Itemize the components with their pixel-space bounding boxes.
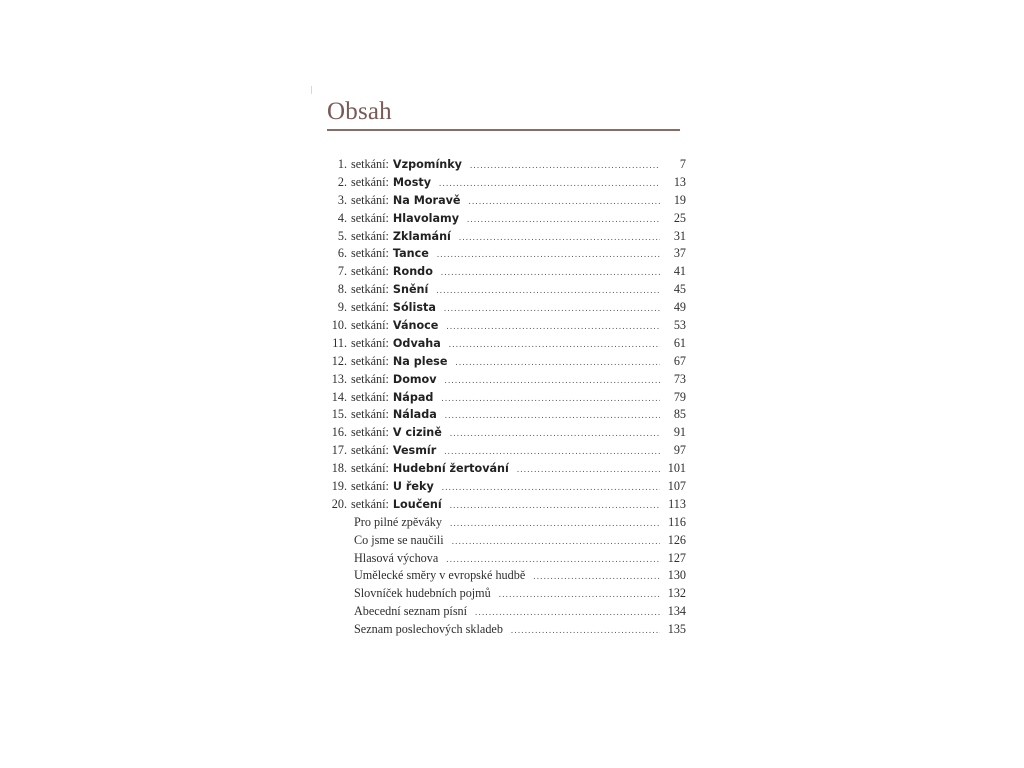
chapter-number: 16. <box>331 425 347 440</box>
toc-appendix-entry[interactable] <box>322 585 686 603</box>
toc-entry[interactable] <box>322 335 686 353</box>
chapter-name: Hlavolamy <box>392 211 459 225</box>
chapter-number: 10. <box>331 318 347 333</box>
chapter-prefix: setkání: <box>351 496 389 511</box>
page-number: 113 <box>668 496 686 511</box>
toc-entry[interactable] <box>322 192 686 210</box>
chapter-name: Nápad <box>392 390 434 404</box>
chapter-number: 8. <box>337 282 347 297</box>
chapter-name: Vzpomínky <box>392 158 462 171</box>
page-number: 134 <box>667 604 686 619</box>
page-number: 101 <box>667 461 686 476</box>
appendix-name: Slovníček hudebních pojmů <box>354 586 491 601</box>
chapter-prefix: setkání: <box>351 210 389 225</box>
toc-entry[interactable] <box>322 210 686 228</box>
title-divider <box>327 129 680 131</box>
chapter-number: 13. <box>331 371 347 386</box>
chapter-prefix: setkání: <box>351 174 389 189</box>
chapter-name: Snění <box>392 283 429 297</box>
toc-entry[interactable] <box>322 442 686 460</box>
chapter-number: 3. <box>337 192 347 207</box>
toc-entry[interactable] <box>322 299 686 317</box>
chapter-prefix: setkání: <box>351 407 389 422</box>
chapter-name: Na Moravě <box>392 193 461 207</box>
dot-leader <box>441 264 660 282</box>
chapter-prefix: setkání: <box>351 353 389 368</box>
chapter-number: 18. <box>331 461 347 476</box>
chapter-prefix: setkání: <box>351 425 389 440</box>
chapter-prefix: setkání: <box>351 443 389 458</box>
page-number: 7 <box>679 157 686 171</box>
dot-leader <box>449 336 660 354</box>
chapter-number: 1. <box>337 157 347 171</box>
dot-leader <box>475 604 660 622</box>
page-number: 19 <box>673 192 686 207</box>
page-number: 135 <box>667 622 686 637</box>
chapter-number: 15. <box>331 407 347 422</box>
dot-leader <box>441 390 660 408</box>
toc-entry[interactable] <box>322 371 686 389</box>
dot-leader <box>446 551 660 569</box>
chapter-number: 6. <box>337 246 347 261</box>
page-title: Obsah <box>327 98 392 125</box>
chapter-name: Na plese <box>392 354 448 368</box>
chapter-name: V cizině <box>392 426 442 440</box>
toc-entry[interactable] <box>322 245 686 263</box>
chapter-number: 2. <box>337 174 347 189</box>
chapter-name: Sólista <box>392 301 436 315</box>
chapter-prefix: setkání: <box>351 228 389 243</box>
page-number: 130 <box>667 568 686 583</box>
chapter-name: Odvaha <box>392 336 441 350</box>
chapter-prefix: setkání: <box>351 461 389 476</box>
page-number: 79 <box>673 389 686 404</box>
toc-entry[interactable] <box>322 174 686 192</box>
chapter-number: 12. <box>331 353 347 368</box>
toc-appendix-entry[interactable] <box>322 550 686 568</box>
chapter-number: 4. <box>337 210 347 225</box>
page-number: 132 <box>667 586 686 601</box>
dot-leader <box>450 425 660 443</box>
chapter-number: 11. <box>332 335 347 350</box>
appendix-name: Seznam poslechových skladeb <box>354 622 503 637</box>
toc-appendix-entry[interactable] <box>322 514 686 532</box>
dot-leader <box>533 568 660 586</box>
chapter-name: Hudební žertování <box>392 462 509 476</box>
toc-entry[interactable] <box>322 281 686 299</box>
toc-entry[interactable] <box>322 156 686 174</box>
page-number: 126 <box>667 532 686 547</box>
chapter-prefix: setkání: <box>351 335 389 350</box>
toc-entry[interactable] <box>322 406 686 424</box>
chapter-prefix: setkání: <box>351 157 389 171</box>
appendix-name: Pro pilné zpěváky <box>354 514 442 529</box>
dot-leader <box>444 443 660 461</box>
chapter-name: U řeky <box>392 480 434 494</box>
toc-entry[interactable] <box>322 317 686 335</box>
page-number: 41 <box>673 264 686 279</box>
chapter-number: 5. <box>337 228 347 243</box>
toc-entry[interactable] <box>322 478 686 496</box>
page-number: 127 <box>667 550 686 565</box>
toc-entry[interactable] <box>322 228 686 246</box>
chapter-name: Domov <box>392 372 437 386</box>
page-number: 45 <box>673 282 686 297</box>
dot-leader <box>470 157 660 175</box>
dot-leader <box>517 461 660 479</box>
chapter-prefix: setkání: <box>351 371 389 386</box>
appendix-name: Co jsme se naučili <box>354 532 444 547</box>
page-number: 67 <box>673 353 686 368</box>
page-number: 73 <box>673 371 686 386</box>
chapter-name: Zklamání <box>392 229 451 243</box>
chapter-number: 14. <box>331 389 347 404</box>
chapter-name: Rondo <box>392 265 433 279</box>
chapter-prefix: setkání: <box>351 300 389 315</box>
page-number: 107 <box>667 479 686 494</box>
chapter-name: Vánoce <box>392 319 439 333</box>
page-number: 116 <box>668 514 686 529</box>
chapter-prefix: setkání: <box>351 246 389 261</box>
appendix-name: Abecední seznam písní <box>354 604 468 619</box>
table-of-contents <box>322 156 686 639</box>
dot-leader <box>436 282 660 300</box>
page-number: 53 <box>673 318 686 333</box>
dot-leader <box>445 372 660 390</box>
page-number: 31 <box>673 228 686 243</box>
chapter-prefix: setkání: <box>351 479 389 494</box>
toc-entry[interactable] <box>322 353 686 371</box>
dot-leader <box>467 211 660 229</box>
chapter-name: Nálada <box>392 408 437 422</box>
chapter-name: Mosty <box>392 175 432 189</box>
dot-leader <box>445 407 660 425</box>
chapter-name: Tance <box>392 247 429 261</box>
dot-leader <box>442 479 660 497</box>
chapter-number: 20. <box>331 496 347 511</box>
scan-mark <box>311 86 312 94</box>
page-number: 13 <box>673 174 686 189</box>
page-number: 91 <box>673 425 686 440</box>
chapter-name: Loučení <box>392 497 442 511</box>
dot-leader <box>452 533 660 551</box>
page-number: 97 <box>673 443 686 458</box>
dot-leader <box>446 318 660 336</box>
dot-leader <box>437 246 660 264</box>
dot-leader <box>450 515 660 533</box>
dot-leader <box>455 354 660 372</box>
page-number: 37 <box>673 246 686 261</box>
page-number: 85 <box>673 407 686 422</box>
toc-entry[interactable] <box>322 424 686 442</box>
chapter-prefix: setkání: <box>351 282 389 297</box>
toc-entry[interactable] <box>322 389 686 407</box>
dot-leader <box>444 300 660 318</box>
page-number: 61 <box>673 335 686 350</box>
page-number: 49 <box>673 300 686 315</box>
dot-leader <box>459 229 660 247</box>
appendix-name: Umělecké směry v evropské hudbě <box>354 568 526 583</box>
chapter-prefix: setkání: <box>351 389 389 404</box>
dot-leader <box>511 622 660 640</box>
toc-appendix-entry[interactable] <box>322 603 686 621</box>
chapter-prefix: setkání: <box>351 318 389 333</box>
toc-appendix-entry[interactable] <box>322 532 686 550</box>
chapter-number: 17. <box>331 443 347 458</box>
toc-entry[interactable] <box>322 263 686 281</box>
appendix-name: Hlasová výchova <box>354 550 439 565</box>
toc-appendix-entry[interactable] <box>322 567 686 585</box>
dot-leader <box>469 193 661 211</box>
chapter-number: 19. <box>331 479 347 494</box>
chapter-number: 7. <box>337 264 347 279</box>
toc-entry[interactable] <box>322 460 686 478</box>
toc-appendix-entry[interactable] <box>322 621 686 639</box>
dot-leader <box>450 497 660 515</box>
dot-leader <box>439 175 660 193</box>
toc-entry[interactable] <box>322 496 686 514</box>
dot-leader <box>499 586 660 604</box>
chapter-name: Vesmír <box>392 444 437 458</box>
page-number: 25 <box>673 210 686 225</box>
chapter-prefix: setkání: <box>351 264 389 279</box>
chapter-number: 9. <box>337 300 347 315</box>
chapter-prefix: setkání: <box>351 192 389 207</box>
